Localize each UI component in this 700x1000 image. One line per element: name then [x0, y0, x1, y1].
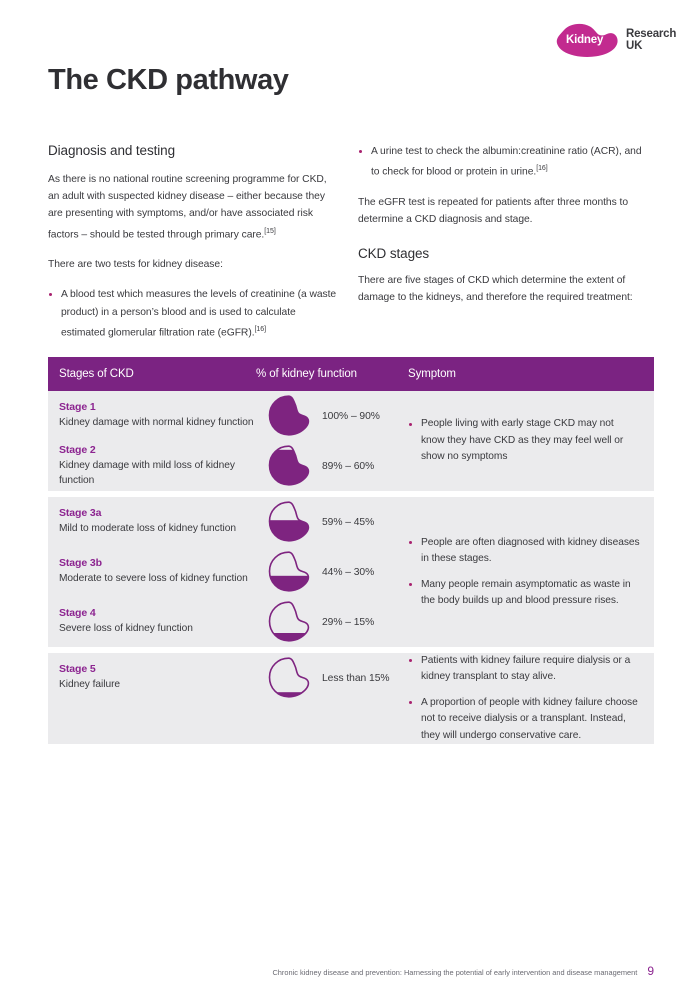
kidney-fill-icon	[256, 601, 322, 643]
kidney-fill-icon	[256, 501, 322, 543]
stage-description: Kidney failure	[59, 679, 121, 691]
bullet-dot-icon	[409, 583, 412, 586]
page-footer	[0, 964, 700, 978]
list-item: People are often diagnosed with kidney diseases in these stages.	[408, 535, 640, 568]
stage-info	[48, 557, 256, 587]
column-header-stages: Stages of CKD	[59, 368, 134, 380]
paragraph-screening	[48, 171, 338, 243]
right-column	[358, 143, 648, 320]
ckd-stages-table	[48, 357, 654, 744]
bullet-dot-icon	[409, 701, 412, 704]
stage-info	[48, 507, 256, 537]
paragraph-two-tests: There are two tests for kidney disease:	[48, 259, 223, 271]
kidney-research-uk-logo	[556, 22, 677, 58]
symptom-list	[408, 535, 640, 610]
kidney-function-percent: Less than 15%	[322, 672, 390, 684]
left-column	[48, 143, 338, 341]
kidney-function-percent: 59% – 45%	[322, 516, 375, 528]
table-body	[48, 391, 654, 744]
bullet-dot-icon	[49, 293, 52, 296]
bullet-dot-icon	[409, 541, 412, 544]
table-row-group	[48, 391, 654, 491]
reference-16: [16]	[536, 165, 548, 173]
footer-page-number: 9	[647, 964, 654, 978]
list-item	[48, 286, 338, 341]
table-row	[48, 391, 408, 441]
kidney-function-percent: 44% – 30%	[322, 566, 375, 578]
table-row	[48, 497, 408, 547]
reference-15: [15]	[264, 227, 276, 235]
stage-name: Stage 3b	[59, 557, 102, 570]
kidney-function-percent: 89% – 60%	[322, 460, 375, 472]
symptom-cell	[408, 497, 654, 647]
right-bullet-list	[358, 143, 648, 181]
kidney-fill-icon	[256, 657, 322, 699]
symptom-cell	[408, 653, 654, 744]
logo-word-kidney: Kidney	[566, 34, 604, 46]
kidney-function-percent: 100% – 90%	[322, 410, 380, 422]
stage-name: Stage 1	[59, 401, 96, 414]
column-header-kidney-function: % of kidney function	[256, 368, 357, 380]
column-header-symptom: Symptom	[408, 368, 456, 380]
left-bullet-list	[48, 286, 338, 341]
list-item: Many people remain asymptomatic as waste in the body builds up and blood pressure rises.	[408, 577, 640, 610]
kidney-logo-icon	[556, 23, 634, 57]
table-row	[48, 597, 408, 647]
stage-cells	[48, 653, 408, 744]
bullet-text: A blood test which measures the levels of creatinine (a waste product) in a person’s blood and is used to calculate estimated glomerular filtration rate (eGFR).	[61, 289, 337, 339]
bullet-text: A urine test to check the albumin:creatinine ratio (ACR), and to check for blood or protein in urine.	[371, 146, 642, 178]
paragraph-egfr-repeat: The eGFR test is repeated for patients after three months to determine a CKD diagnosis and stage.	[358, 196, 629, 226]
stage-description: Kidney damage with mild loss of kidney function	[59, 459, 235, 486]
table-row	[48, 441, 408, 491]
logo-text-research-uk: Research UK	[626, 28, 677, 52]
stage-description: Mild to moderate loss of kidney function	[59, 523, 236, 535]
stage-info	[48, 401, 256, 431]
table-header-row	[48, 357, 654, 391]
stage-description: Severe loss of kidney function	[59, 623, 193, 635]
symptom-list	[408, 416, 640, 465]
list-item: Patients with kidney failure require dialysis or a kidney transplant to stay alive.	[408, 653, 640, 686]
kidney-fill-icon	[256, 395, 322, 437]
kidney-function-percent: 29% – 15%	[322, 616, 375, 628]
stage-description: Moderate to severe loss of kidney function	[59, 573, 248, 585]
list-item: People living with early stage CKD may not know they have CKD as they may feel well or show no symptoms	[408, 416, 640, 465]
bullet-dot-icon	[409, 423, 412, 426]
stage-cells	[48, 497, 408, 647]
page-title: The CKD pathway	[48, 64, 289, 96]
kidney-fill-icon	[256, 445, 322, 487]
bullet-dot-icon	[359, 150, 362, 153]
symptom-cell	[408, 391, 654, 491]
list-item: A proportion of people with kidney failure choose not to receive dialysis or a transplant. Instead, they will undergo conservative care.	[408, 695, 640, 744]
table-row	[48, 547, 408, 597]
kidney-fill-icon	[256, 551, 322, 593]
paragraph-screening-text: As there is no national routine screening programme for CKD, an adult with suspected kidney disease – either because they are presenting with symptoms, and/or have associated risk factors – should be tested through primary care.	[48, 174, 327, 241]
heading-diagnosis-and-testing: Diagnosis and testing	[48, 143, 175, 158]
footer-title: Chronic kidney disease and prevention: Harnessing the potential of early intervention and disease management	[272, 968, 638, 977]
table-row	[48, 653, 408, 703]
stage-info	[48, 444, 256, 489]
stage-name: Stage 3a	[59, 507, 102, 520]
table-row-group	[48, 653, 654, 744]
symptom-list	[408, 653, 640, 744]
stage-name: Stage 5	[59, 663, 96, 676]
heading-ckd-stages: CKD stages	[358, 246, 430, 262]
stage-info	[48, 663, 256, 693]
list-item	[358, 143, 648, 181]
stage-description: Kidney damage with normal kidney function	[59, 417, 254, 429]
stage-name: Stage 2	[59, 443, 96, 456]
bullet-dot-icon	[409, 659, 412, 662]
reference-16: [16]	[254, 325, 266, 333]
stage-name: Stage 4	[59, 607, 96, 620]
table-row-group	[48, 497, 654, 647]
paragraph-five-stages: There are five stages of CKD which determine the extent of damage to the kidneys, and therefore the required treatment:	[358, 275, 633, 304]
stage-info	[48, 607, 256, 637]
stage-cells	[48, 391, 408, 491]
